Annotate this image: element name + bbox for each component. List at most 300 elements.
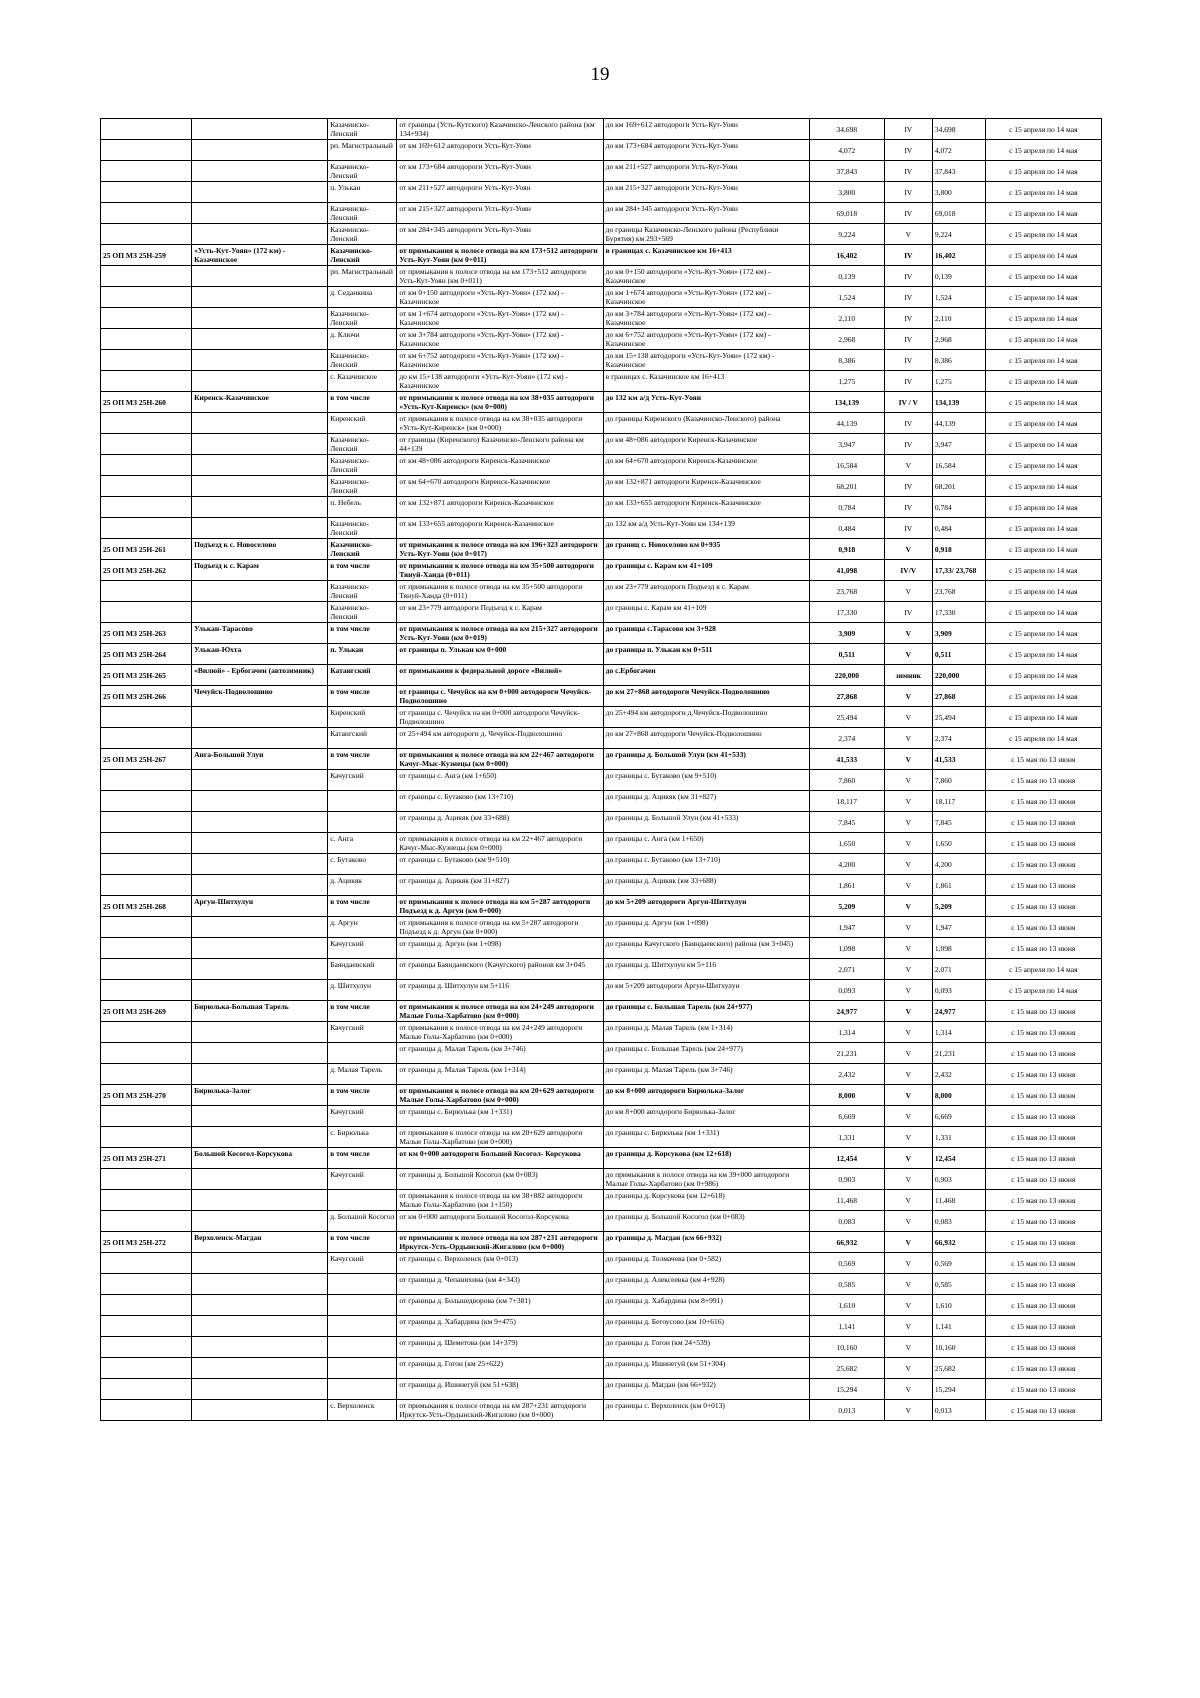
length-restricted: 220,000 [932, 665, 985, 686]
restriction-period: с 15 апреля по 14 мая [985, 581, 1101, 602]
section-to: до границы д. Толмачева (км 0+582) [603, 1253, 809, 1274]
length-restricted: 1,098 [932, 938, 985, 959]
length-restricted: 16,584 [932, 455, 985, 476]
length-restricted: 17,330 [932, 602, 985, 623]
district-cell [328, 1190, 397, 1211]
table-row [101, 1358, 1102, 1379]
road-code: 25 ОП МЗ 25Н-262 [101, 560, 192, 581]
table-row [101, 392, 1102, 413]
road-code [101, 854, 192, 875]
table-row [101, 896, 1102, 917]
length-restricted: 23,768 [932, 581, 985, 602]
length-total: 1,331 [810, 1127, 885, 1148]
table-row [101, 1379, 1102, 1400]
table-row [101, 1043, 1102, 1064]
road-name: Верхоленск-Магдан [192, 1232, 328, 1253]
table-row [101, 959, 1102, 980]
section-from: от примыкания к полосе отвода на км 173+512 автодороги Усть-Кут-Уоян (км 0+011) [397, 266, 603, 287]
section-from: от примыкания к полосе отвода на км 215+327 автодороги Усть-Кут-Уоян (км 0+019) [397, 623, 603, 644]
length-restricted: 37,843 [932, 161, 985, 182]
road-code: 25 ОП МЗ 25Н-265 [101, 665, 192, 686]
road-category: IV [884, 476, 932, 497]
restriction-period: с 15 мая по 13 июня [985, 1064, 1101, 1085]
district-cell [328, 1043, 397, 1064]
table-row [101, 245, 1102, 266]
road-category: V [884, 1337, 932, 1358]
road-code [101, 224, 192, 245]
table-row [101, 1274, 1102, 1295]
section-from: от км 6+752 автодороги «Усть-Кут-Уоян» (172 км) - Казачинское [397, 350, 603, 371]
road-name: Улькан-Тарасово [192, 623, 328, 644]
length-restricted: 11,468 [932, 1190, 985, 1211]
length-total: 34,698 [810, 119, 885, 140]
district-cell: д. Аргун [328, 917, 397, 938]
section-to: до границы с. Карам км 41+109 [603, 602, 809, 623]
road-category: IV [884, 182, 932, 203]
road-code: 25 ОП МЗ 25Н-264 [101, 644, 192, 665]
length-total: 0,139 [810, 266, 885, 287]
section-to: до км 0+150 автодороги «Усть-Кут-Уоян» (172 км) - Казачинское [603, 266, 809, 287]
district-cell [328, 1316, 397, 1337]
road-category: V [884, 917, 932, 938]
table-row [101, 728, 1102, 749]
road-code: 25 ОП МЗ 25Н-268 [101, 896, 192, 917]
section-from: от км 215+327 автодороги Усть-Кут-Уоян [397, 203, 603, 224]
road-name [192, 1043, 328, 1064]
length-total: 1,861 [810, 875, 885, 896]
table-row [101, 119, 1102, 140]
length-restricted: 68,201 [932, 476, 985, 497]
section-from: от км 23+779 автодороги Подъезд к с. Карам [397, 602, 603, 623]
restriction-period: с 15 мая по 13 июня [985, 791, 1101, 812]
length-total: 0,918 [810, 539, 885, 560]
section-from: от границы д. Ацикяк (км 31+827) [397, 875, 603, 896]
district-cell: Киренский [328, 707, 397, 728]
section-to: до границы д. Гогон (км 24+539) [603, 1337, 809, 1358]
road-code [101, 203, 192, 224]
length-total: 4,072 [810, 140, 885, 161]
length-restricted: 0,569 [932, 1253, 985, 1274]
section-to: до 25+494 км автодороги д.Чечуйск-Подволошино [603, 707, 809, 728]
restriction-period: с 15 апреля по 14 мая [985, 350, 1101, 371]
restriction-period: с 15 апреля по 14 мая [985, 119, 1101, 140]
road-code [101, 728, 192, 749]
road-category: V [884, 1274, 932, 1295]
road-name [192, 161, 328, 182]
length-restricted: 134,139 [932, 392, 985, 413]
section-to: до границы д. Шитхулун км 5+116 [603, 959, 809, 980]
section-from: от границы с. Чечуйск на км 0+000 автодороги Чечуйск-Подволошино [397, 707, 603, 728]
restriction-period: с 15 апреля по 14 мая [985, 329, 1101, 350]
road-code [101, 1127, 192, 1148]
section-to: до границы д. Корсукова (км 12+618) [603, 1148, 809, 1169]
section-from: от границы д. Большедворова (км 7+381) [397, 1295, 603, 1316]
district-cell [328, 1358, 397, 1379]
length-restricted: 0,093 [932, 980, 985, 1001]
section-to: до границы д. Хабардина (км 8+991) [603, 1295, 809, 1316]
section-to: до с.Ербогачен [603, 665, 809, 686]
length-total: 25,494 [810, 707, 885, 728]
page-number: 19 [590, 64, 610, 85]
road-category: V [884, 1064, 932, 1085]
road-category: V [884, 749, 932, 770]
table-row [101, 1253, 1102, 1274]
section-to: до границ с. Новоселово км 0+935 [603, 539, 809, 560]
road-category: V [884, 224, 932, 245]
length-restricted: 17,33/ 23,768 [932, 560, 985, 581]
section-to: до границы п. Улькан км 0+511 [603, 644, 809, 665]
section-to: до границы д. Магдан (км 66+932) [603, 1232, 809, 1253]
section-from: от границы д. Гогон (км 25+622) [397, 1358, 603, 1379]
table-row [101, 854, 1102, 875]
table-row [101, 476, 1102, 497]
road-category: зимник [884, 665, 932, 686]
restriction-period: с 15 апреля по 14 мая [985, 623, 1101, 644]
length-total: 0,083 [810, 1211, 885, 1232]
road-name [192, 938, 328, 959]
section-to: до границы д. Большой Косогол (км 0+083) [603, 1211, 809, 1232]
road-code: 25 ОП МЗ 25Н-271 [101, 1148, 192, 1169]
road-name: Аргун-Шитхулун [192, 896, 328, 917]
section-from: от км 3+784 автодороги «Усть-Кут-Уоян» (172 км) - Казачинское [397, 329, 603, 350]
district-cell: д. Ацикяк [328, 875, 397, 896]
section-to: до км 23+779 автодороги Подъезд к с. Карам [603, 581, 809, 602]
section-to: до границы Качугского (Баяндаевского) района (км 3+045) [603, 938, 809, 959]
table-row [101, 875, 1102, 896]
district-cell: д. Шитхулун [328, 980, 397, 1001]
length-total: 0,585 [810, 1274, 885, 1295]
road-name [192, 1358, 328, 1379]
road-code [101, 161, 192, 182]
section-from: от примыкания к полосе отвода на км 24+249 автодороги Малые Голы-Харбатово (км 0+000) [397, 1022, 603, 1043]
road-name [192, 1295, 328, 1316]
length-restricted: 24,977 [932, 1001, 985, 1022]
length-restricted: 25,494 [932, 707, 985, 728]
section-to: до км 169+612 автодороги Усть-Кут-Уоян [603, 119, 809, 140]
section-to: до границы д. Алексеевка (км 4+928) [603, 1274, 809, 1295]
road-name [192, 1211, 328, 1232]
road-name [192, 1064, 328, 1085]
district-cell: Качугский [328, 938, 397, 959]
road-category: V [884, 791, 932, 812]
road-code [101, 980, 192, 1001]
district-cell [328, 1274, 397, 1295]
section-to: до км 1+674 автодороги «Усть-Кут-Уоян» (172 км) - Казачинское [603, 287, 809, 308]
road-code [101, 791, 192, 812]
length-restricted: 3,947 [932, 434, 985, 455]
road-code [101, 434, 192, 455]
length-restricted: 7,860 [932, 770, 985, 791]
length-total: 11,468 [810, 1190, 885, 1211]
road-category: V [884, 686, 932, 707]
section-from: от примыкания к полосе отвода на км 35+500 автодороги Тянуй-Ханда (0+011) [397, 560, 603, 581]
section-to: до границы д. Малая Тарель (км 1+314) [603, 1022, 809, 1043]
length-restricted: 69,018 [932, 203, 985, 224]
length-total: 18,117 [810, 791, 885, 812]
road-code [101, 959, 192, 980]
restriction-period: с 15 мая по 13 июня [985, 1043, 1101, 1064]
road-name [192, 203, 328, 224]
restriction-period: с 15 апреля по 14 мая [985, 497, 1101, 518]
road-name [192, 140, 328, 161]
section-to: до границы с. Бутаково (км 13+710) [603, 854, 809, 875]
length-restricted: 6,669 [932, 1106, 985, 1127]
length-restricted: 1,610 [932, 1295, 985, 1316]
road-category: IV [884, 287, 932, 308]
district-cell: в том числе [328, 623, 397, 644]
restriction-period: с 15 мая по 13 июня [985, 1211, 1101, 1232]
road-code: 25 ОП МЗ 25Н-267 [101, 749, 192, 770]
section-from: от границы д. Чепанихина (км 4+343) [397, 1274, 603, 1295]
restriction-period: с 15 мая по 13 июня [985, 917, 1101, 938]
table-row [101, 308, 1102, 329]
road-name [192, 1274, 328, 1295]
length-total: 17,330 [810, 602, 885, 623]
length-total: 0,013 [810, 1400, 885, 1421]
section-from: от км 169+612 автодороги Усть-Кут-Уоян [397, 140, 603, 161]
section-from: от примыкания к полосе отвода на км 5+287 автодороги Подъезд к д. Аргун (км 0+000) [397, 917, 603, 938]
table-row [101, 1022, 1102, 1043]
length-restricted: 0,511 [932, 644, 985, 665]
district-cell: п. Улькан [328, 182, 397, 203]
section-to: до примыкания к полосе отвода на км 39+000 автодороги Малые Голы-Харбатово (км 0+986) [603, 1169, 809, 1190]
length-total: 1,610 [810, 1295, 885, 1316]
restriction-period: с 15 апреля по 14 мая [985, 602, 1101, 623]
road-name [192, 497, 328, 518]
district-cell: д. Большой Косогол [328, 1211, 397, 1232]
road-category: IV [884, 497, 932, 518]
district-cell: д. Малая Тарель [328, 1064, 397, 1085]
section-to: до границы с. Верхоленск (км 0+013) [603, 1400, 809, 1421]
length-restricted: 0,484 [932, 518, 985, 539]
restriction-period: с 15 апреля по 14 мая [985, 161, 1101, 182]
section-from: от км 133+655 автодороги Киренск-Казачинское [397, 518, 603, 539]
section-to: до 132 км а/д Усть-Кут-Уоян км 134+139 [603, 518, 809, 539]
road-name [192, 812, 328, 833]
table-row [101, 539, 1102, 560]
length-restricted: 44,139 [932, 413, 985, 434]
restriction-period: с 15 апреля по 14 мая [985, 455, 1101, 476]
restriction-period: с 15 мая по 13 июня [985, 1295, 1101, 1316]
section-from: от км 211+527 автодороги Усть-Кут-Уоян [397, 182, 603, 203]
length-restricted: 1,947 [932, 917, 985, 938]
road-name [192, 287, 328, 308]
restriction-period: с 15 мая по 13 июня [985, 770, 1101, 791]
table-row [101, 1316, 1102, 1337]
district-cell: Казачинско-Ленский [328, 161, 397, 182]
district-cell: д. Седанкина [328, 287, 397, 308]
road-category: V [884, 1085, 932, 1106]
section-from: от км 1+674 автодороги «Усть-Кут-Уоян» (172 км) - Казачинское [397, 308, 603, 329]
road-category: V [884, 1400, 932, 1421]
road-code [101, 1043, 192, 1064]
road-code: 25 ОП МЗ 25Н-259 [101, 245, 192, 266]
length-restricted: 2,110 [932, 308, 985, 329]
road-category: IV [884, 203, 932, 224]
restriction-period: с 15 апреля по 14 мая [985, 476, 1101, 497]
road-category: V [884, 938, 932, 959]
road-name [192, 854, 328, 875]
district-cell: с. Бирюлька [328, 1127, 397, 1148]
length-total: 21,231 [810, 1043, 885, 1064]
restriction-period: с 15 апреля по 14 мая [985, 308, 1101, 329]
road-restrictions-table [100, 118, 1102, 1421]
road-name [192, 434, 328, 455]
section-from: от границы с. Чечуйск на км 0+000 автодороги Чечуйск-Подволошино [397, 686, 603, 707]
section-to: до границы с. Бутаково (км 9+510) [603, 770, 809, 791]
road-code [101, 1337, 192, 1358]
restriction-period: с 15 мая по 13 июня [985, 749, 1101, 770]
section-from: от границы (Усть-Кутского) Казачинско-Ленского района (км 134+934) [397, 119, 603, 140]
road-category: V [884, 644, 932, 665]
section-to: до км 64+670 автодороги Киренск-Казачинское [603, 455, 809, 476]
length-total: 2,071 [810, 959, 885, 980]
road-code [101, 833, 192, 854]
district-cell: в том числе [328, 1148, 397, 1169]
district-cell: рп. Магистральный [328, 266, 397, 287]
road-name: «Вилюй» - Ербогачен (автозимник) [192, 665, 328, 686]
district-cell [328, 1295, 397, 1316]
length-restricted: 0,139 [932, 266, 985, 287]
road-code [101, 518, 192, 539]
table-row [101, 434, 1102, 455]
section-to: до границы д. Аргун (км 1+098) [603, 917, 809, 938]
road-name [192, 728, 328, 749]
road-category: IV [884, 413, 932, 434]
length-restricted: 5,209 [932, 896, 985, 917]
road-category: V [884, 1190, 932, 1211]
road-name: Бирюлька-Залог [192, 1085, 328, 1106]
district-cell: Казачинско-Ленский [328, 455, 397, 476]
length-restricted: 1,141 [932, 1316, 985, 1337]
road-category: IV [884, 518, 932, 539]
table-row [101, 287, 1102, 308]
road-code [101, 1211, 192, 1232]
road-name [192, 1169, 328, 1190]
section-from: от границы п. Улькан км 0+000 [397, 644, 603, 665]
restriction-period: с 15 апреля по 14 мая [985, 980, 1101, 1001]
length-total: 69,018 [810, 203, 885, 224]
section-to: до границы д. Бегоусово (км 10+616) [603, 1316, 809, 1337]
length-total: 37,843 [810, 161, 885, 182]
table-row [101, 140, 1102, 161]
road-category: V [884, 539, 932, 560]
road-category: V [884, 1148, 932, 1169]
road-code [101, 266, 192, 287]
length-restricted: 1,650 [932, 833, 985, 854]
length-total: 25,682 [810, 1358, 885, 1379]
section-to: до границы с. Анга (км 1+650) [603, 833, 809, 854]
road-name [192, 791, 328, 812]
length-restricted: 2,968 [932, 329, 985, 350]
table-row [101, 203, 1102, 224]
district-cell: рп. Магистральный [328, 140, 397, 161]
restriction-period: с 15 мая по 13 июня [985, 854, 1101, 875]
table-row [101, 1169, 1102, 1190]
section-to: до границы с. Большая Тарель (км 24+977) [603, 1001, 809, 1022]
district-cell: Баяндаевский [328, 959, 397, 980]
section-from: от примыкания к полосе отвода на км 22+467 автодороги Качуг-Мыс-Кузнецы (км 0+000) [397, 749, 603, 770]
section-from: от примыкания к полосе отвода на км 287+231 автодороги Иркутск-Усть-Ордынский-Жигалово (км 0+000) [397, 1232, 603, 1253]
section-from: от 25+494 км автодороги д. Чечуйск-Подволошино [397, 728, 603, 749]
road-category: V [884, 707, 932, 728]
road-name [192, 476, 328, 497]
road-name [192, 119, 328, 140]
district-cell: Казачинско-Ленский [328, 518, 397, 539]
table-row [101, 602, 1102, 623]
restriction-period: с 15 апреля по 14 мая [985, 392, 1101, 413]
district-cell: Казачинско-Ленский [328, 434, 397, 455]
district-cell [328, 791, 397, 812]
district-cell: Катангский [328, 665, 397, 686]
length-total: 1,314 [810, 1022, 885, 1043]
road-name: Киренск-Казачинское [192, 392, 328, 413]
road-category: IV [884, 266, 932, 287]
section-to: до км 5+209 автодороги Аргун-Шитхулун [603, 896, 809, 917]
road-name: Бирюлька-Большая Тарель [192, 1001, 328, 1022]
road-code [101, 350, 192, 371]
length-restricted: 1,331 [932, 1127, 985, 1148]
section-from: от примыкания к полосе отвода на км 38+882 автодороги Малые Голы-Харбатово (км 1+150) [397, 1190, 603, 1211]
length-total: 12,454 [810, 1148, 885, 1169]
district-cell: п. Небель [328, 497, 397, 518]
section-from: от км 284+345 автодороги Усть-Кут-Уоян [397, 224, 603, 245]
length-restricted: 3,909 [932, 623, 985, 644]
road-code: 25 ОП МЗ 25Н-269 [101, 1001, 192, 1022]
section-to: до границы д. Ацикяк (км 31+827) [603, 791, 809, 812]
road-category: IV/V [884, 560, 932, 581]
length-total: 1,098 [810, 938, 885, 959]
road-code [101, 287, 192, 308]
section-to: в границах с. Казачинское км 16+413 [603, 245, 809, 266]
length-total: 68,201 [810, 476, 885, 497]
table-row [101, 1064, 1102, 1085]
road-name [192, 1400, 328, 1421]
length-total: 2,968 [810, 329, 885, 350]
section-from: от границы д. Малая Тарель (км 1+314) [397, 1064, 603, 1085]
road-name [192, 707, 328, 728]
road-name [192, 770, 328, 791]
road-name [192, 833, 328, 854]
district-cell: с. Верхоленск [328, 1400, 397, 1421]
length-total: 15,294 [810, 1379, 885, 1400]
section-from: от км 64+670 автодороги Киренск-Казачинское [397, 476, 603, 497]
road-category: V [884, 1379, 932, 1400]
table-row [101, 1106, 1102, 1127]
district-cell: в том числе [328, 749, 397, 770]
length-total: 0,484 [810, 518, 885, 539]
road-name [192, 1127, 328, 1148]
road-code [101, 812, 192, 833]
table-row [101, 1400, 1102, 1421]
restriction-period: с 15 мая по 13 июня [985, 1274, 1101, 1295]
length-total: 1,947 [810, 917, 885, 938]
road-name [192, 518, 328, 539]
section-from: до км 15+138 автодороги «Усть-Кут-Уоян» (172 км) - Казачинское [397, 371, 603, 392]
section-from: от примыкания к полосе отвода на км 173+512 автодороги Усть-Кут-Уоян (км 0+011) [397, 245, 603, 266]
length-restricted: 41,533 [932, 749, 985, 770]
table-row [101, 791, 1102, 812]
section-from: от границы д. Малая Тарель (км 3+746) [397, 1043, 603, 1064]
road-code [101, 1316, 192, 1337]
restriction-period: с 15 апреля по 14 мая [985, 245, 1101, 266]
restriction-period: с 15 мая по 13 июня [985, 1316, 1101, 1337]
restriction-period: с 15 мая по 13 июня [985, 875, 1101, 896]
table-row [101, 1190, 1102, 1211]
table-row [101, 1337, 1102, 1358]
section-from: от км 0+000 автодороги Большой Косогол- Корсукова [397, 1148, 603, 1169]
section-to: до границы д. Большой Улун (км 41+533) [603, 812, 809, 833]
